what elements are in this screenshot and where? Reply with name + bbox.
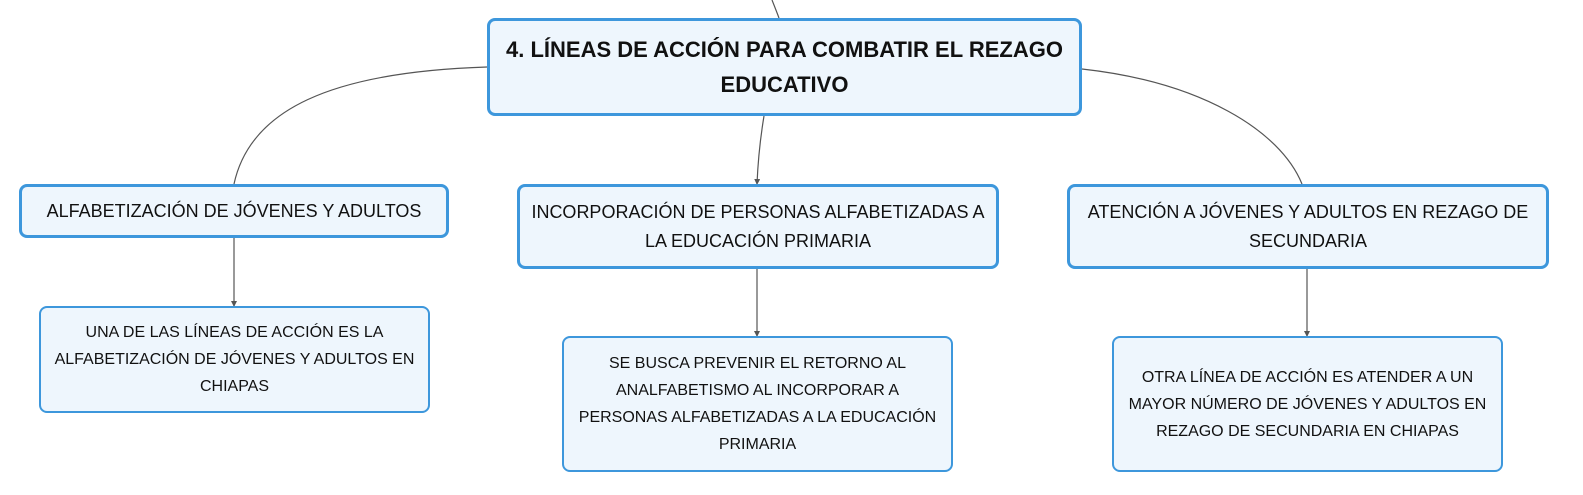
branch-label: ALFABETIZACIÓN DE JÓVENES Y ADULTOS — [46, 200, 422, 221]
detail-text: OTRA LÍNEA DE ACCIÓN ES ATENDER A UN MAYOR NÚMERO DE JÓVENES Y ADULTOS EN REZAGO DE SECUNDARIA EN CHIAPAS — [1128, 368, 1487, 440]
branch-node-alfabetizacion[interactable] — [19, 184, 449, 238]
central-topic-label: 4. LÍNEAS DE ACCIÓN PARA COMBATIR EL REZAGO EDUCATIVO — [506, 37, 1063, 97]
connector-root-to-branch-2 — [757, 116, 764, 184]
detail-text: UNA DE LAS LÍNEAS DE ACCIÓN ES LA ALFABETIZACIÓN DE JÓVENES Y ADULTOS EN CHIAPAS — [54, 324, 415, 395]
central-topic-node[interactable] — [487, 18, 1082, 116]
detail-node-incorporacion[interactable] — [562, 336, 953, 472]
connector-root-to-branch-1 — [234, 67, 487, 184]
incoming-connector — [772, 0, 779, 18]
branch-node-incorporacion[interactable] — [517, 184, 999, 269]
detail-node-atencion[interactable] — [1112, 336, 1503, 472]
branch-label: ATENCIÓN A JÓVENES Y ADULTOS EN REZAGO DE SECUNDARIA — [1087, 201, 1529, 251]
branch-node-atencion[interactable] — [1067, 184, 1549, 269]
detail-node-alfabetizacion[interactable] — [39, 306, 430, 413]
branch-label: INCORPORACIÓN DE PERSONAS ALFABETIZADAS A LA EDUCACIÓN PRIMARIA — [531, 201, 985, 251]
connector-root-to-branch-3 — [1082, 69, 1302, 184]
detail-text: SE BUSCA PREVENIR EL RETORNO AL ANALFABETISMO AL INCORPORAR A PERSONAS ALFABETIZADAS A LA EDUCACIÓN PRIMARIA — [578, 355, 937, 453]
